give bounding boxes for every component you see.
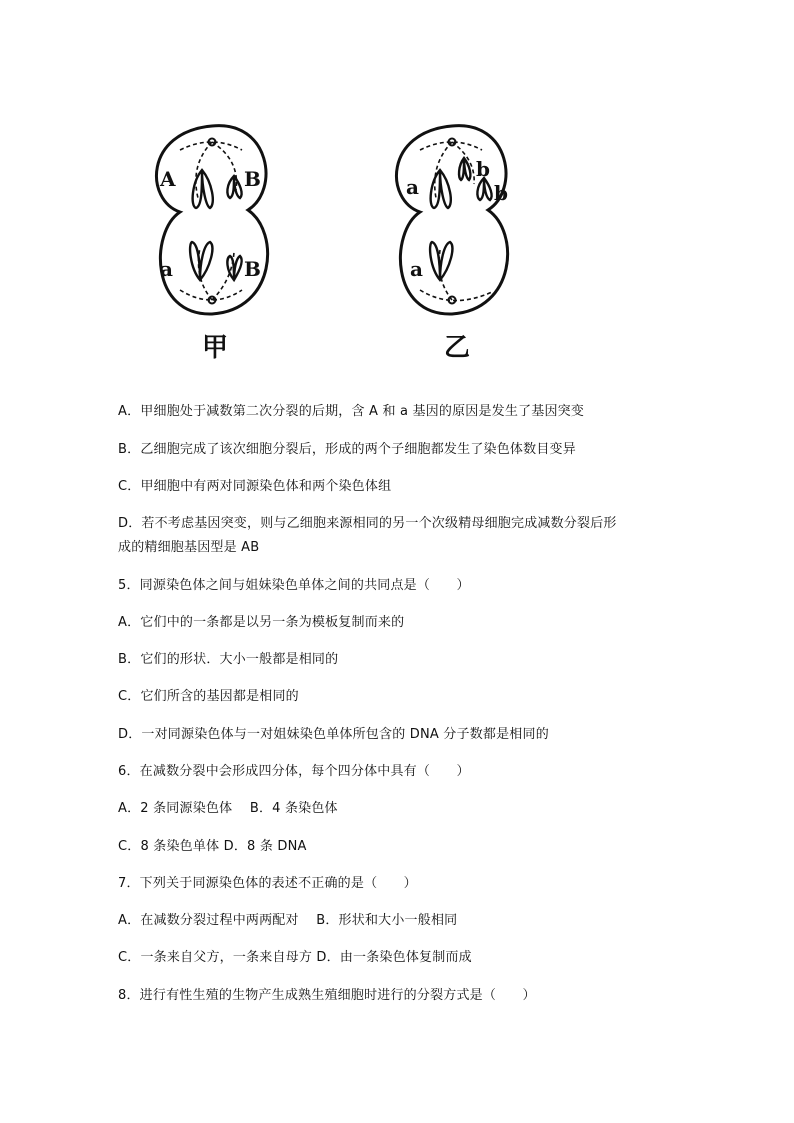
cell-jia-chromosome-B bbox=[227, 176, 241, 198]
cell-yi bbox=[396, 126, 507, 314]
q7-options-ab: A．在减数分裂过程中两两配对 B．形状和大小一般相同 bbox=[118, 913, 458, 928]
cell-jia-caption: 甲 bbox=[202, 333, 229, 363]
cell-yi-membrane bbox=[396, 126, 507, 314]
q6-options-cd: C．8 条染色单体 D．8 条 DNA bbox=[118, 839, 307, 854]
cell-jia-membrane bbox=[156, 126, 267, 314]
cell-yi-chromosome-a-bottom bbox=[430, 242, 452, 280]
cell-jia-label-A: A bbox=[160, 167, 176, 191]
q4-option-d-line1: D．若不考虑基因突变，则与乙细胞来源相同的另一个次级精母细胞完成减数分裂后形 bbox=[118, 516, 617, 531]
cell-jia bbox=[156, 126, 267, 314]
q6-options-ab: A．2 条同源染色体 B．4 条染色体 bbox=[118, 801, 338, 816]
q4-option-c: C．甲细胞中有两对同源染色体和两个染色体组 bbox=[118, 479, 392, 494]
q5-option-c: C．它们所含的基因都是相同的 bbox=[118, 689, 299, 704]
cell-yi-spindle-top bbox=[420, 142, 482, 198]
q5-stem: 5．同源染色体之间与姐妹染色单体之间的共同点是（ ） bbox=[118, 578, 470, 593]
cell-jia-label-a: a bbox=[160, 257, 173, 281]
q5-option-a: A．它们中的一条都是以另一条为模板复制而来的 bbox=[118, 615, 405, 630]
q4-option-d-line2: 成的精细胞基因型是 AB bbox=[118, 540, 260, 555]
q4-option-b: B．乙细胞完成了该次细胞分裂后，形成的两个子细胞都发生了染色体数目变异 bbox=[118, 442, 576, 457]
cell-yi-chromosome-a bbox=[431, 170, 451, 208]
cell-jia-chromosome-a bbox=[190, 242, 212, 280]
cell-yi-chromosome-b bbox=[477, 178, 491, 200]
q7-stem: 7．下列关于同源染色体的表述不正确的是（ ） bbox=[118, 876, 417, 891]
q6-stem: 6．在减数分裂中会形成四分体，每个四分体中具有（ ） bbox=[118, 764, 470, 779]
cell-yi-caption: 乙 bbox=[444, 333, 471, 363]
cell-yi-label-a: a bbox=[406, 175, 419, 199]
cell-yi-label-b-top: b bbox=[476, 157, 490, 181]
cell-yi-chromosome-b-small bbox=[459, 158, 470, 180]
cell-yi-label-a-bottom: a bbox=[410, 257, 423, 281]
q5-option-b: B．它们的形状．大小一般都是相同的 bbox=[118, 652, 339, 667]
q7-options-cd: C．一条来自父方，一条来自母方 D．由一条染色体复制而成 bbox=[118, 950, 472, 965]
cell-yi-label-b-right: b bbox=[494, 181, 508, 205]
q8-stem: 8．进行有性生殖的生物产生成熟生殖细胞时进行的分裂方式是（ ） bbox=[118, 988, 536, 1003]
cell-jia-label-B-bottom: B bbox=[244, 257, 261, 281]
q4-option-a: A．甲细胞处于减数第二次分裂的后期，含 A 和 a 基因的原因是发生了基因突变 bbox=[118, 404, 585, 419]
cell-jia-label-B: B bbox=[244, 167, 261, 191]
cell-jia-chromosome-B-bottom bbox=[227, 256, 241, 280]
q5-option-d: D．一对同源染色体与一对姐妹染色单体所包含的 DNA 分子数都是相同的 bbox=[118, 727, 549, 742]
cell-division-figure bbox=[130, 120, 560, 370]
